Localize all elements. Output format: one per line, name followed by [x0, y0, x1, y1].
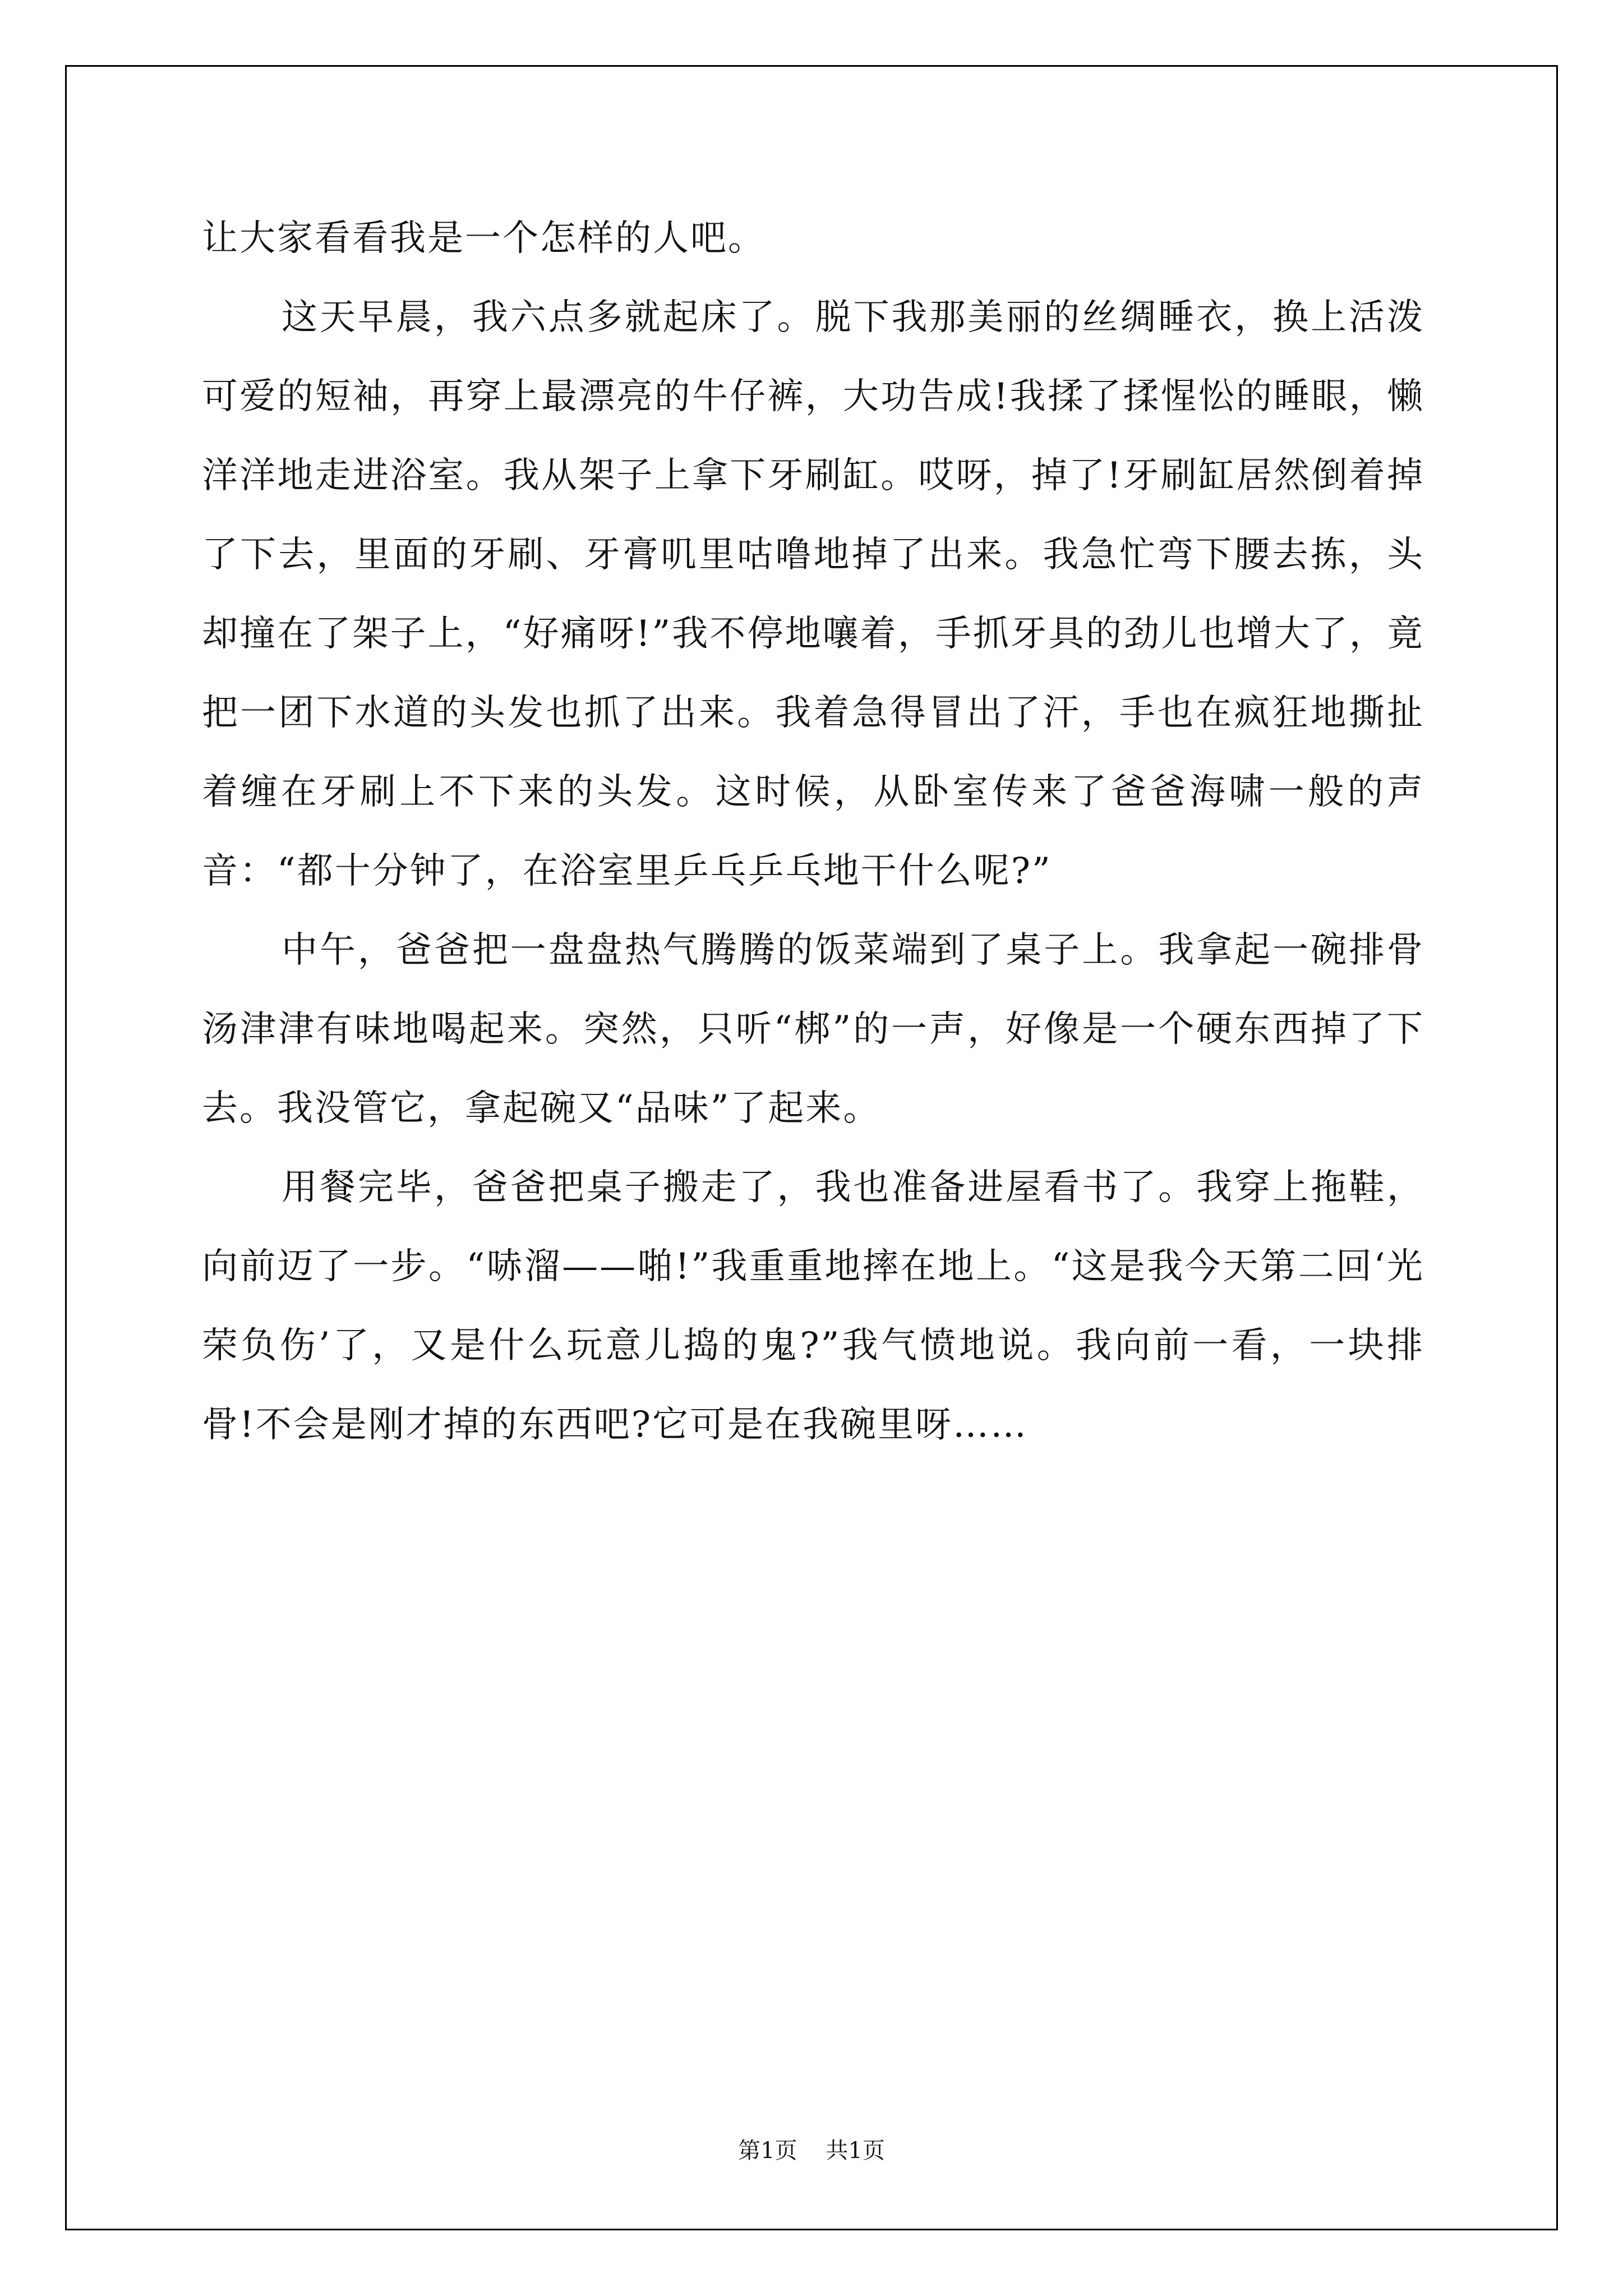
page-number-footer: 第1页 共1页 — [738, 2138, 885, 2164]
paragraph-1: 让大家看看我是一个怎样的人吧。 — [202, 218, 766, 259]
paragraph-3: 中午，爸爸把一盘盘热气腾腾的饭菜端到了桌子上。我拿起一碗排骨汤津津有味地喝起来。突然，只听“梆”的一声，好像是一个硬东西掉了下去。我没管它，拿起碗又“品味”了起来。 — [202, 930, 1424, 1129]
document-body — [202, 199, 1424, 1465]
paragraph-2: 这天早晨，我六点多就起床了。脱下我那美丽的丝绸睡衣，换上活泼可爱的短袖，再穿上最漂亮的牛仔裤，大功告成!我揉了揉惺忪的睡眼，懒洋洋地走进浴室。我从架子上拿下牙刷缸。哎呀，掉了!牙刷缸居然倒着掉了下去，里面的牙刷、牙膏叽里咕噜地掉了出来。我急忙弯下腰去拣，头却撞在了架子上，“好痛呀!”我不停地嚷着，手抓牙具的劲儿也增大了，竟把一团下水道的头发也抓了出来。我着急得冒出了汗，手也在疯狂地撕扯着缠在牙刷上不下来的头发。这时候，从卧室传来了爸爸海啸一般的声音：“都十分钟了，在浴室里乒乓乒乓地干什么呢?” — [202, 297, 1424, 892]
paragraph-4: 用餐完毕，爸爸把桌子搬走了，我也准备进屋看书了。我穿上拖鞋，向前迈了一步。“哧溜——啪!”我重重地摔在地上。“这是我今天第二回‘光荣负伤’了，又是什么玩意儿捣的鬼?”我气愤地说。我向前一看，一块排骨!不会是刚才掉的东西吧?它可是在我碗里呀…… — [202, 1167, 1424, 1446]
